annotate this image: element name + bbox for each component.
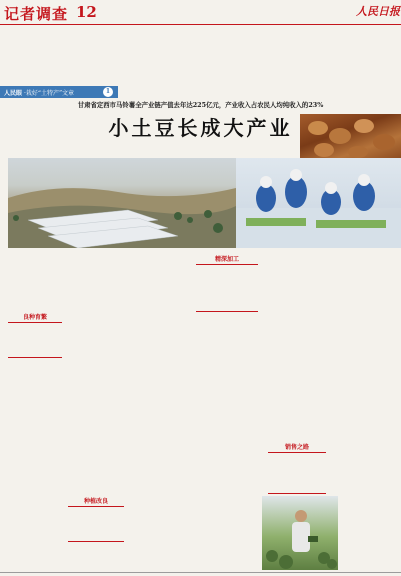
pull-quote-4 — [268, 452, 326, 494]
page-header — [0, 0, 401, 26]
main-headline: 小土豆长成大产业 — [108, 116, 293, 140]
body-column — [68, 253, 124, 493]
pull-quote-1 — [8, 322, 62, 358]
body-column — [8, 253, 62, 306]
greenhouse-landscape-photo — [8, 158, 236, 248]
badge-topic: ·栽好“土特产”文章 — [24, 90, 75, 97]
badge-label: 人民眼 — [4, 90, 23, 97]
body-column — [130, 253, 190, 568]
farmer-field-photo — [262, 496, 338, 570]
section-title: 记者调查 — [4, 5, 69, 23]
intro-column — [202, 31, 294, 83]
body-column — [196, 310, 258, 568]
pull-quote-3 — [196, 264, 258, 312]
section-title-3: 精深加工 — [214, 256, 239, 263]
body-column — [8, 356, 62, 568]
page-number: 12 — [76, 3, 97, 21]
potato-hero-photo — [300, 114, 401, 160]
section-title-2: 种植改良 — [83, 498, 108, 505]
section-title-1: 良种育繁 — [22, 314, 47, 321]
headline-deck: 甘肃省定西市马铃薯全产业链产值去年达225亿元，产业收入占农民人均纯收入的23% — [77, 101, 324, 109]
masthead-logo: 人民日报 — [356, 5, 400, 18]
body-column — [332, 253, 394, 433]
pull-quote-2 — [68, 506, 124, 542]
intro-column — [104, 31, 196, 83]
headline-banner — [0, 86, 401, 158]
intro-column — [300, 31, 394, 83]
column-badge — [0, 86, 118, 98]
lab-workers-photo — [236, 158, 401, 248]
page-footer-rule — [0, 572, 401, 573]
intro-column — [8, 31, 98, 83]
body-column — [68, 540, 124, 568]
issue-number: 1 — [103, 87, 113, 97]
section-title-4: 销售之路 — [284, 444, 309, 451]
header-rule — [0, 24, 401, 25]
